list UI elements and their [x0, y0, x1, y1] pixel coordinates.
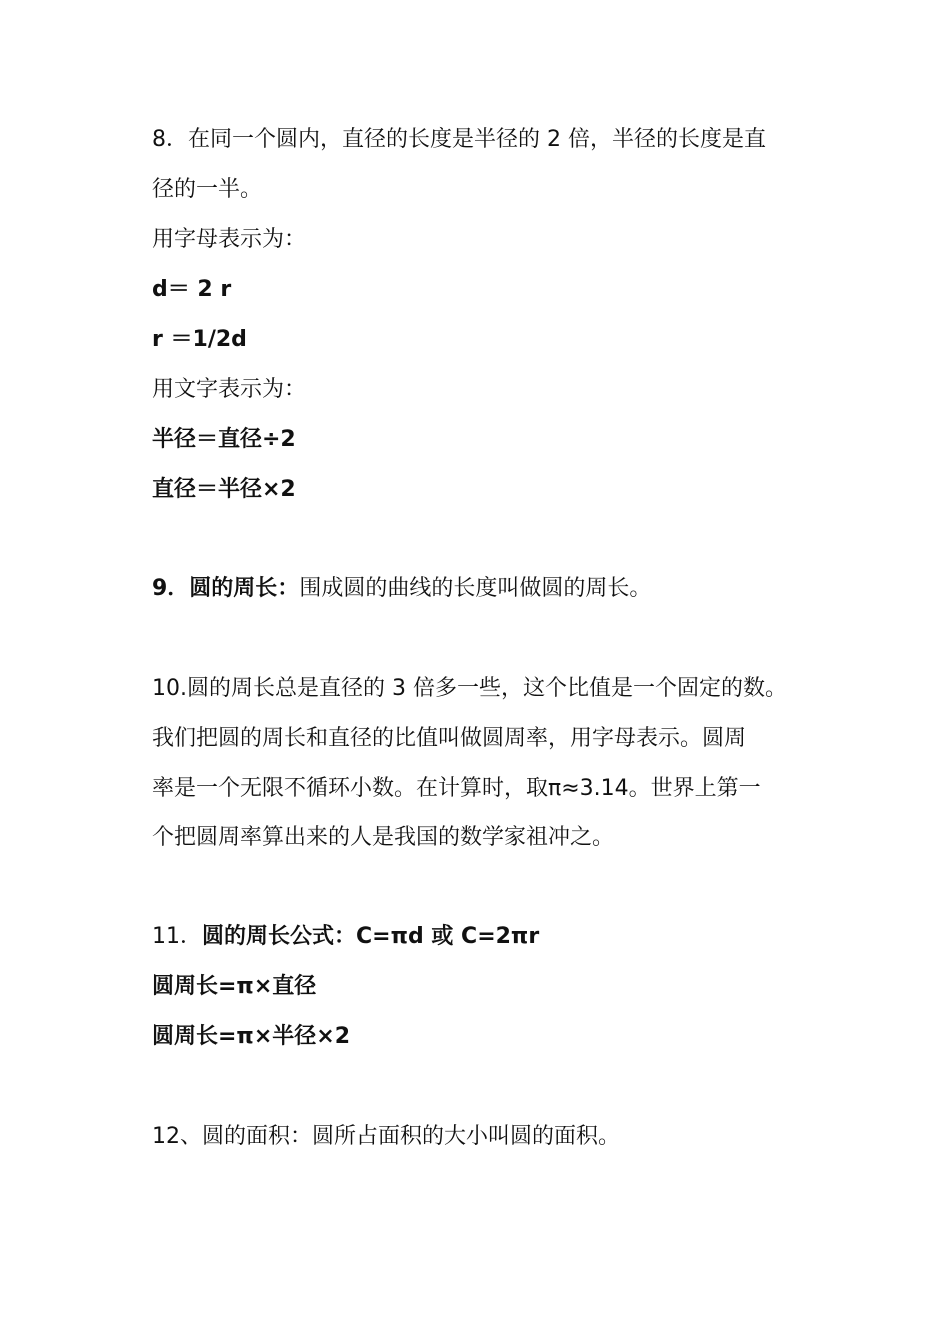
circumference-formula-diameter: 圆周长=π×直径	[152, 974, 317, 999]
section-10-line-2: 我们把圆的周长和直径的比值叫做圆周率，用字母表示。圆周	[152, 726, 747, 751]
formula-r-equals-half-d: r ＝1/2d	[152, 327, 247, 352]
section-9-text: 围成圆的曲线的长度叫做圆的周长。	[299, 576, 652, 601]
circumference-formula-radius: 圆周长=π×半径×2	[152, 1024, 351, 1049]
section-11	[152, 922, 812, 952]
section-8-line-2: 径的一半。	[152, 177, 263, 202]
section-10-line-4: 个把圆周率算出来的人是我国的数学家祖冲之。	[152, 825, 615, 850]
section-10-line-3: 率是一个无限不循环小数。在计算时，取π≈3.14。世界上第一	[152, 776, 761, 801]
letters-label: 用字母表示为：	[152, 227, 307, 252]
section-11-number: 11．	[152, 924, 202, 949]
section-8-line-1: 8．在同一个圆内，直径的长度是半径的 2 倍，半径的长度是直	[152, 127, 766, 152]
section-10-line-1: 10.圆的周长总是直径的 3 倍多一些，这个比值是一个固定的数。	[152, 676, 787, 701]
formula-d-equals-2r: d＝ 2 r	[152, 277, 232, 302]
section-9	[152, 574, 812, 604]
section-9-heading: 9．圆的周长：	[152, 576, 300, 601]
section-12: 12、圆的面积：圆所占面积的大小叫圆的面积。	[152, 1124, 620, 1149]
words-label: 用文字表示为：	[152, 377, 307, 402]
section-11-heading: 圆的周长公式：C=πd 或 C=2πr	[202, 924, 540, 949]
formula-radius-words: 半径＝直径÷2	[152, 427, 296, 452]
formula-diameter-words: 直径＝半径×2	[152, 477, 296, 502]
